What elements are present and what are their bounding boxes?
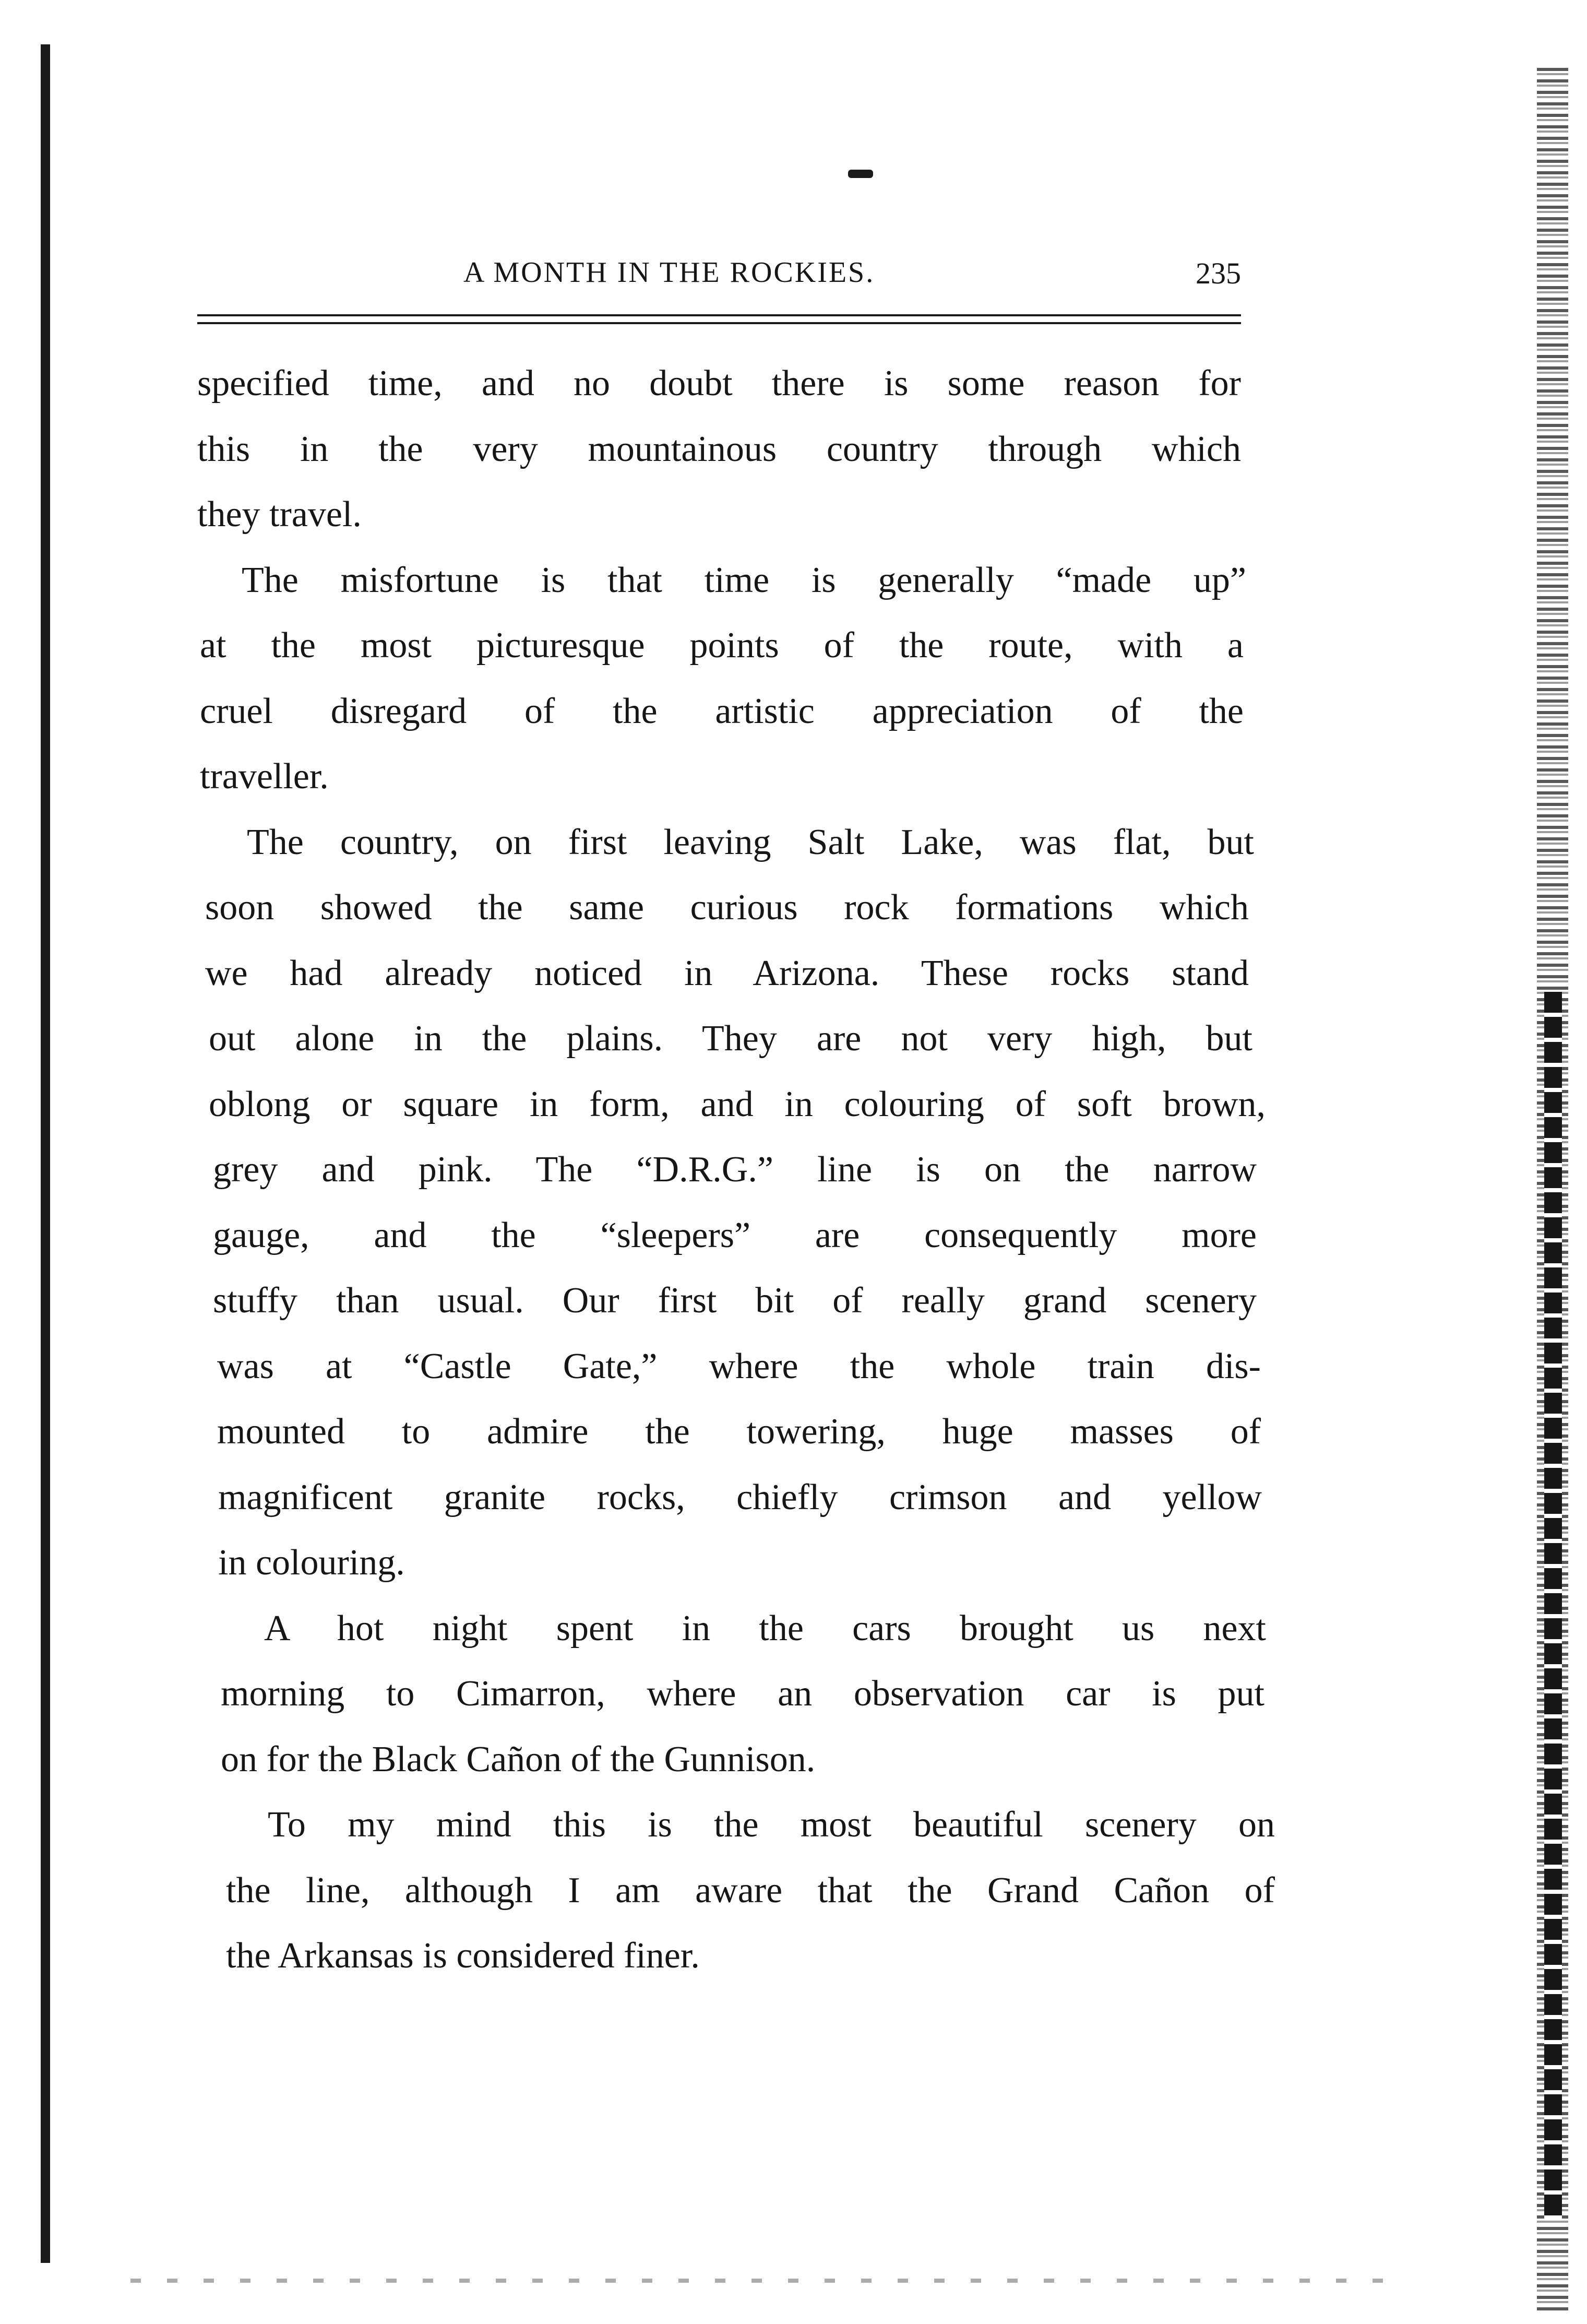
text-line: grey and pink. The “D.R.G.” line is on the narrow (213, 1149, 1257, 1190)
text-line: gauge, and the “sleepers” are consequently more (213, 1215, 1257, 1255)
page-number: 235 (1196, 256, 1241, 290)
text-line: morning to Cimarron, where an observation car is put (221, 1674, 1264, 1714)
text-line: specified time, and no doubt there is some reason for (197, 363, 1241, 404)
scan-left-edge (41, 44, 50, 2263)
body-text (197, 351, 1275, 1989)
text-line: the Arkansas is considered finer. (226, 1936, 700, 1976)
running-title: A MONTH IN THE ROCKIES. (463, 256, 875, 289)
text-line: The misfortune is that time is generally “made up” (242, 560, 1246, 600)
text-line: this in the very mountainous country through which (197, 429, 1241, 469)
text-line: A hot night spent in the cars brought us next (264, 1608, 1266, 1649)
text-line: The country, on first leaving Salt Lake, was flat, but (247, 822, 1254, 862)
text-line: soon showed the same curious rock formations which (205, 887, 1249, 928)
ink-mark (848, 170, 873, 178)
text-line: stuffy than usual. Our first bit of really grand scenery (213, 1280, 1257, 1321)
header-rule-bottom (197, 322, 1241, 324)
text-line: magnificent granite rocks, chiefly crimson and yellow (218, 1477, 1262, 1517)
text-line: at the most picturesque points of the route, with a (200, 625, 1244, 666)
text-line: on for the Black Cañon of the Gunnison. (221, 1739, 816, 1780)
text-line: in colouring. (218, 1543, 405, 1583)
text-line: we had already noticed in Arizona. These rocks stand (205, 953, 1249, 993)
scan-bottom-specks (130, 2279, 1383, 2283)
running-head (197, 256, 1241, 292)
text-line: mounted to admire the towering, huge masses of (217, 1412, 1261, 1452)
text-line: they travel. (197, 494, 362, 535)
scan-right-edge-dark (1544, 992, 1562, 2219)
text-line: traveller. (200, 756, 329, 797)
text-line: oblong or square in form, and in colouring of soft brown, (209, 1084, 1266, 1124)
text-line: To my mind this is the most beautiful scenery on (268, 1805, 1275, 1845)
text-line: cruel disregard of the artistic appreciation of the (200, 691, 1244, 731)
text-line: out alone in the plains. They are not very high, but (209, 1018, 1252, 1059)
text-line: the line, although I am aware that the Grand Cañon of (226, 1870, 1275, 1911)
text-line: was at “Castle Gate,” where the whole train dis- (217, 1346, 1261, 1386)
header-rule-top (197, 314, 1241, 316)
